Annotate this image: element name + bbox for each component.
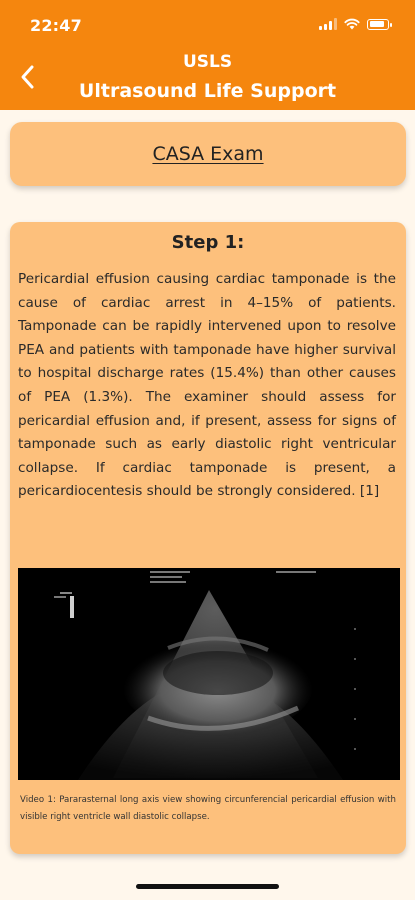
battery-icon [367, 19, 389, 30]
home-indicator[interactable] [136, 884, 279, 889]
casa-exam-button[interactable] [10, 122, 406, 186]
signal-icon [319, 18, 337, 30]
step-card [10, 222, 406, 854]
casa-exam-label: CASA Exam [152, 143, 264, 165]
wifi-icon [344, 18, 360, 30]
video-caption: Video 1: Pararasternal long axis view showing circunferencial pericardial effusion with visible right ventricle wall diastolic collapse. [20, 795, 396, 822]
status-time: 22:47 [30, 16, 82, 35]
ultrasound-image [18, 568, 400, 780]
header-subtitle: Ultrasound Life Support [78, 80, 337, 102]
status-icons [319, 18, 389, 30]
step-body-text: Pericardial effusion causing cardiac tamponade is the cause of cardiac arrest in 4–15% of patients. Tamponade can be rapidly intervened upon to resolve PEA and patients with tamponade have higher survival to hospital discharge rates (15.4%) than other causes of PEA (1.3%). The examiner should assess for pericardial effusion and, if present, assess for signs of tamponade such as early diastolic right ventricular collapse. If cardiac tamponade is present, a pericardiocentesis should be strongly considered. [1] [18, 271, 396, 500]
header-title: USLS [182, 52, 233, 72]
step-title: Step 1: [171, 232, 245, 253]
app-header [0, 0, 415, 110]
ultrasound-video[interactable] [18, 568, 400, 780]
